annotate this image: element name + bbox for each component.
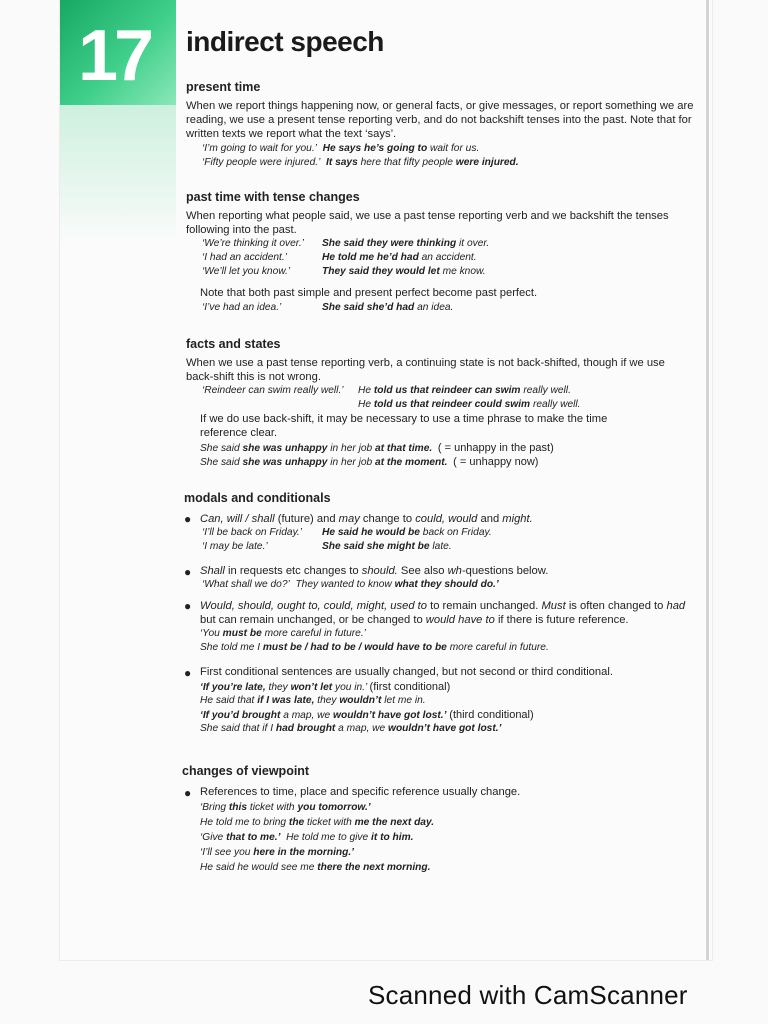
present-time-body-3: written texts we report what the text ‘says’.	[186, 128, 397, 140]
example-row: She said that if I had brought a map, we wouldn’t have got lost.’	[200, 723, 502, 734]
bullet-icon: ●	[184, 666, 192, 680]
example-row: She said she might be late.	[322, 541, 452, 552]
example-row: He said he would see me there the next morning.	[200, 862, 431, 873]
past-time-body-2: following into the past.	[186, 224, 297, 236]
chapter-tab	[60, 0, 176, 105]
facts-note-1: If we do use back-shift, it may be necessary to use a time phrase to make the time	[200, 413, 608, 425]
example-row: He told us that reindeer can swim really well.	[358, 385, 571, 396]
facts-body-2: back-shift this is not wrong.	[186, 371, 321, 383]
example-row: She said they were thinking it over.	[322, 238, 490, 249]
modals-bullet-2: Shall in requests etc changes to should. See also wh-questions below.	[200, 565, 549, 577]
example-row: He told me to bring the ticket with me the next day.	[200, 817, 435, 828]
past-time-note: Note that both past simple and present perfect become past perfect.	[200, 287, 538, 299]
example-row: ‘If you’re late, they won’t let you in.’ (first conditional)	[200, 681, 451, 693]
page-edge	[706, 0, 709, 960]
heading-viewpoint: changes of viewpoint	[182, 764, 310, 778]
bullet-icon: ●	[184, 786, 192, 800]
example-row: He told us that reindeer could swim really well.	[358, 399, 581, 410]
example-row: He said he would be back on Friday.	[322, 527, 492, 538]
bullet-icon: ●	[184, 599, 192, 613]
example-row: ‘I’ve had an idea.’	[202, 302, 282, 313]
example-row: He told me he’d had an accident.	[322, 252, 477, 263]
bullet-icon: ●	[184, 565, 192, 579]
scanner-watermark: Scanned with CamScanner	[368, 980, 688, 1010]
bullet-icon: ●	[184, 512, 192, 526]
example-row: ‘You must be more careful in future.’	[200, 628, 366, 639]
example-row: ‘I’ll be back on Friday.’	[202, 527, 303, 538]
modals-bullet-3: Would, should, ought to, could, might, used to to remain unchanged. Must is often changed to had	[200, 600, 686, 612]
modals-bullet-3-cont: but can remain unchanged, or be changed to would have to if there is future reference.	[200, 614, 629, 626]
heading-present-time: present time	[186, 80, 261, 94]
example-row: They said they would let me know.	[322, 266, 486, 277]
example-row: ‘I may be late.’	[202, 541, 268, 552]
tab-gradient	[60, 105, 176, 245]
modals-bullet-1: Can, will / shall (future) and may change to could, would and might.	[200, 513, 533, 525]
example-row: ‘I’m going to wait for you.’ He says he’s going to wait for us.	[202, 143, 480, 154]
example-row: ‘Bring this ticket with you tomorrow.’	[200, 802, 371, 813]
example-row: ‘I’ll see you here in the morning.’	[200, 847, 355, 858]
facts-note-2: reference clear.	[200, 427, 278, 439]
example-row: ‘We’ll let you know.’	[202, 266, 291, 277]
book-page	[60, 0, 712, 960]
heading-past-time: past time with tense changes	[186, 190, 360, 204]
example-row: ‘What shall we do?’ They wanted to know what they should do.’	[202, 579, 499, 590]
facts-body-1: When we use a past tense reporting verb, a continuing state is not back-shifted, though if we use	[186, 357, 665, 369]
example-row: He said that if I was late, they wouldn’t let me in.	[200, 695, 426, 706]
example-row: She told me I must be / had to be / would have to be more careful in future.	[200, 642, 549, 653]
example-row: She said she was unhappy in her job at the moment. ( = unhappy now)	[200, 456, 539, 468]
example-row: ‘Give that to me.’ He told me to give it to him.	[200, 832, 414, 843]
example-row: ‘Fifty people were injured.’ It says here that fifty people were injured.	[202, 157, 519, 168]
modals-bullet-4: First conditional sentences are usually changed, but not second or third conditional.	[200, 666, 613, 678]
heading-modals: modals and conditionals	[184, 491, 331, 505]
present-time-body-2: reading, we use a present tense reporting verb, and do not backshift tenses into the past. Note that for	[186, 114, 692, 126]
example-row: ‘Reindeer can swim really well.’	[202, 385, 344, 396]
example-row: ‘If you’d brought a map, we wouldn’t have got lost.’ (third conditional)	[200, 709, 534, 721]
past-time-body-1: When reporting what people said, we use a past tense reporting verb and we backshift the tenses	[186, 210, 669, 222]
example-row: ‘I had an accident.’	[202, 252, 287, 263]
chapter-number: 17	[78, 16, 151, 96]
chapter-title: indirect speech	[186, 26, 384, 57]
example-row: She said she was unhappy in her job at that time. ( = unhappy in the past)	[200, 442, 554, 454]
viewpoint-bullet-1: References to time, place and specific reference usually change.	[200, 786, 521, 798]
heading-facts-and-states: facts and states	[186, 337, 281, 351]
example-row: She said she’d had an idea.	[322, 302, 454, 313]
example-row: ‘We’re thinking it over.’	[202, 238, 304, 249]
present-time-body-1: When we report things happening now, or general facts, or give messages, or report something we are	[186, 100, 694, 112]
